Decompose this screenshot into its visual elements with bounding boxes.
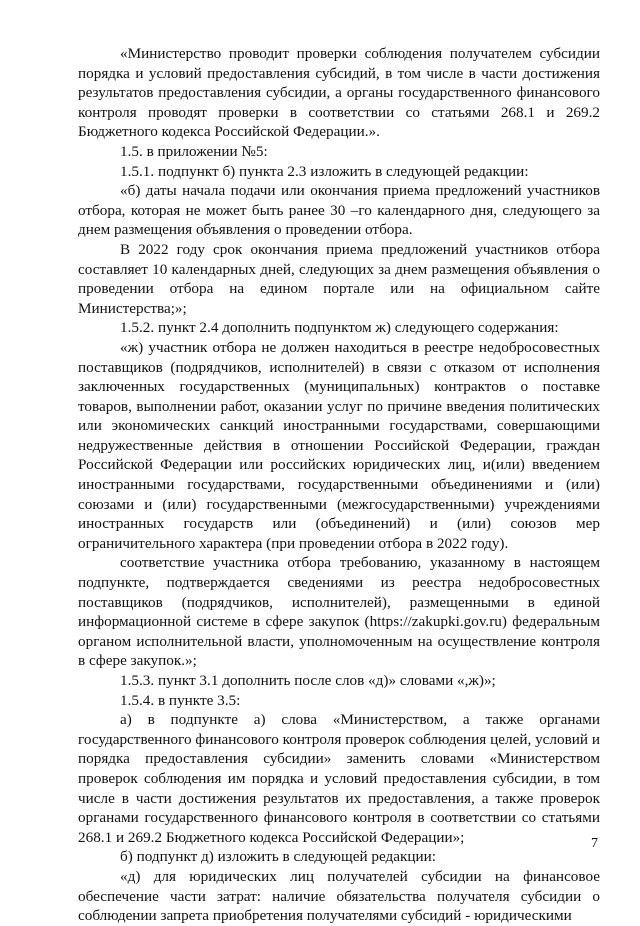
paragraph: 1.5.1. подпункт б) пункта 2.3 изложить в следующей редакции: xyxy=(120,162,529,180)
paragraph: 1.5.3. пункт 3.1 дополнить после слов «д)» словами «,ж)»; xyxy=(120,672,496,689)
paragraph: «Министерство проводит проверки соблюдения получателем субсидии порядка и условий предоставления субсидий, в том числе в части достижения результатов предоставления субсидии, а органы государственного финансового контроля проводят проверки в соответствии со статьями 268.1 и 269.2 Бюджетного кодекса Российской Федерации.». xyxy=(78,45,600,141)
paragraph: «д) для юридических лиц получателей субсидии на финансовое обеспечение части затрат: наличие обязательства получателя субсидии о соблюдении запрета приобретения получателями субсидий - юридическими xyxy=(78,867,600,925)
paragraph: 1.5.2. пункт 2.4 дополнить подпунктом ж) следующего содержания: xyxy=(120,319,559,337)
page-number: 7 xyxy=(591,836,598,851)
paragraph: соответствие участника отбора требованию, указанному в настоящем подпункте, подтверждается сведениями из реестра недобросовестных поставщиков (подрядчиков, исполнителей), размещенными в единой информационной системе в сфере закупок (https://zakupki.gov.ru) федеральным органом исполнительной власти, уполномоченным на осуществление контроля в сфере закупок.»; xyxy=(78,554,600,670)
paragraph: 1.5.4. в пункте 3.5: xyxy=(120,691,241,709)
paragraph: «б) даты начала подачи или окончания приема предложений участников отбора, которая не может быть ранее 30 –го календарного дня, следующего за днем размещения объявления о проведении отбора. xyxy=(78,182,600,239)
paragraph: 1.5. в приложении №5: xyxy=(120,142,268,160)
paragraph: б) подпункт д) изложить в следующей редакции: xyxy=(120,848,436,866)
paragraph: «ж) участник отбора не должен находиться в реестре недобросовестных поставщиков (подрядчиков, исполнителей) в связи с отказом от исполнения заключенных государственных (муниципальных) контрактов о поставке товаров, выполнении работ, оказании услуг по причине введения политических или экономических санкций иностранными государствами, совершающими недружественные действия в отношении Российской Федерации, граждан Российской Федерации или российских юридических лиц, и(или) введением иностранными государствами, государственными объединениями и (или) союзами и (или) государственными (межгосударственными) учреждениями иностранных государств или (объединений) и (или) союзов мер ограничительного характера (при проведении отбора в 2022 году). xyxy=(78,338,600,552)
paragraph: а) в подпункте а) слова «Министерством, а также органами государственного финансового контроля проверок соблюдения целей, условий и порядка предоставления субсидии» заменить словами «Министерством проверок соблюдения им порядка и условий предоставления субсидии, в том числе в части достижения результатов их предоставления, а также проверок органами государственного финансового контроля в соответствии со статьями 268.1 и 269.2 Бюджетного кодекса Российской Федерации»; xyxy=(78,711,600,846)
paragraph: В 2022 году срок окончания приема предложений участников отбора составляет 10 календарных дней, следующих за днем размещения объявления о проведении отбора на едином портале или на официальном сайте Министерства;»; xyxy=(78,240,600,317)
